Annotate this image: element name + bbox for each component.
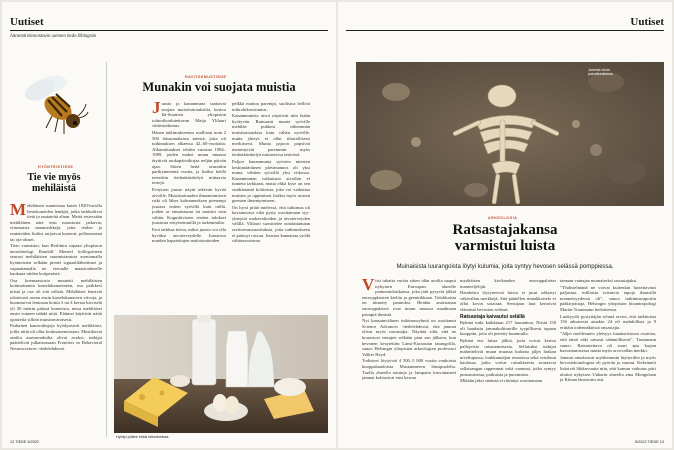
dairy-photo-caption: Hyötyi pöllee ehkä mikrobeissa. [116, 435, 170, 439]
memory-article-kicker: RAVITSEMUSTIEDE [185, 75, 227, 79]
archaeology-paragraph: Ryhmä tutki kaikkiaan 217 luurankoa. Niistä 150 oli haudattu jamnakulttuurille tyypillisesti tapaan kuoppiin, joita oli peitetty kummulla. [460, 320, 556, 337]
archaeology-paragraph: Ryhmä etsi luista jälkiä, joita voivat kertoa pallojeista ratsastamisesta. Sellaisiksi tutkijat määrittelivät muun muassa kuluma jäljet lonkan niveltupassa, lonkkamaljan reunoissa sekä reisiluun kaulassa, jotka voivat ratsukkeesta seuraavat sellaisangan rappeumat sekä vammat, jotka syntyy putoamisesta, potkuista ja purennista. [460, 337, 556, 377]
archaeology-paragraph: ”Yhdistelmänä ne voivat kuitenkin luotettavasti paljastaa, millaisia toistuvia tapoja ihmisillä menneisyydessä oli”, sanoo tutkimusraportin pääkirjoittaja, Helsingin yliopiston bioantropologi Martin Trautmann tiedotteessa. [560, 284, 656, 312]
bee-paragraph: Tieto varmistui, kun Berliinin vapaan yliopiston neurobiologi Randolf Menzel kollegoineen seurasi mehiläisten suunnistamista asentamalla hyönteisten selkään pienet signaalilähettimet ja vapauttamalla ne vieraalle maastoalueelle kaukana niiden kotipesästä. [10, 243, 102, 277]
bee-article-kicker: HYÖNTEISTIEDE [38, 165, 74, 169]
memory-paragraph: Kananmunista aivot näyttivät niin ikään hyötyvän. Runsaasti munia syöville mehiläe puhkesi vähemmän muistisairauksia kuin vähän syöville, mutta yhteys ei ollut tilastollisesti merkitsevä. Munia pajoon popsivat menestyivät paremmin myös tiedonkäsittelyä mittaavissa testeissä. [232, 113, 310, 158]
archaeology-deck: Muinaisista luurangoista löytyi kulumia, joita syntyy hevosen selässä pomppiessa. [396, 264, 614, 270]
archaeology-paragraph: Todisteet löytyivät 4 500–5 000 vuotta vanhoista kuoppahaudoista Mustanmeren länsipuolelta. Tuolla alueella nautoja ja lampaita kasvattaneet jamnat kohtasivat ensi kerran [362, 358, 456, 381]
archaeology-col2 [460, 278, 556, 438]
section-title: Uutiset [630, 16, 664, 28]
headline-line-2: varmistui luista [454, 237, 556, 254]
archaeology-subhead: Ratsastaja kaivautui selällä [460, 313, 525, 320]
memory-paragraph: Paljon kananmunia syövien miesten keskimääräinen päivänannos oli yksi muna, vähiten syövillä yksi viikossa. Kananmunan vaikutusta aivoihin ei tunneta tarkkaan, mutta ehkä kyse on sen sisältämästä koliinista, joka voi vaikuttaa muistin ja oppimisen lisäksi myös uusien geenien ilmentymiseen. [232, 158, 310, 204]
bee-paragraph: ehiläinen suunnistaa kuten 1920-luvulla lentokoneiden lentäjät, jotka tarkkailivat tietä ja rautateitä alaan. Mettä etsiessään mehiläinen näet ensi maastosta jatkuvia, virumaisia maamerkkejä, joita teiden ja rautateiden lisäksi tarjoavat kanavat, pellonreunat tai oja-aluset. [10, 203, 102, 242]
archaeology-kicker: ARKEOLOGIA [488, 216, 518, 220]
headline-line-1: Ratsastajakansa [452, 222, 558, 238]
archaeology-headline [358, 223, 652, 255]
memory-article-dropcap: J [152, 101, 161, 117]
archaeology-paragraph: Mikään jäksi sinänsä ei riittänyt osoittamaan [460, 378, 543, 384]
archaeology-paragraph: Jamnat omaksuvat myöhemmin läyttyrdön ja myös hevostekonologiaa eli pyörän ja vaunut. Keksinnöt lisäsivät liikkuvuutta niin, että kansan vaikutus piiri ulottui nykyisen Unkarin alueelta aina Mongolaan ja Kiinan länsiosiin asti. [560, 354, 656, 383]
archaeology-paragraph: myöhäisen kivikauden eurooppalaiset maanviljelijät. [460, 278, 556, 289]
skeleton-photo [356, 62, 664, 206]
section-rule [346, 30, 664, 31]
memory-paragraph: Erityisen juusto näytti tekevän hyvää aivoille. Muistisairauden ilmaantumisen riski oli lähes kolmanneksen pienempi juustoa eniten syövillä kuin niillä, joiden se eimaistunut tai maistui vain vähän. Kognitiivisten testien tulokset juustosta erityisemmillä ja tarkemmilta. [152, 186, 226, 226]
archaeology-paragraph: Luukyydit pystyttäjän ryhmä arvioi, että tutkituista 156 aikuisesta ainakin 24 oli mahdollisia ja 9 erittäin todennäköisiä ratsastajia. [560, 313, 656, 330]
memory-paragraph: Hänen tutkimukseensa osallistui noin 2 500 itäsuomalaista miestä, joita oli tutkimuksen alkaessa 42–60-vuotiaita. Alkumittaukset tehtiin vuosina 1984–1989, joiden mahet muun muassa täyttivät ruokapäiväkirjaa neljän päivän ajan. Sitten heitä seurattiin parikymmentä vuotta, ja lisäksi heillä teetettiin tiedonkäsittelyä mittaavia testejä. [152, 129, 226, 186]
bee-paragraph: Osa koemaastosta muutetti mehiläisten kotimaisemia kastelukanavineen, osa poikkesi niistä ja osa oli sitä välistä. Mehiläiset lensivät odotetusti usean ensin kastelukanavien viivoja, ja huomasivat lentoaan kotiin 3 tai 4 kertaa hirviselä yli 30 metrin päässä kanavista, mesa mehiläiset ensin voineet nähdä niitä. Eläimet käyttivät näitä opasteita silloin muistinvaraisesti. [10, 277, 102, 322]
memory-paragraph: uusto ja kananmuna saattavat suojata muistisairauksilta, kertoo Itä-Suomen yliopiston tohtorikoulutettavan Maija Ylilauri väitöstutkimus. [152, 101, 226, 129]
page-folio: 12 TIEDE 5/2022 [10, 440, 40, 444]
memory-paragraph: Erot tarkkaa tietoa, miksi juusto voi olla hyväksi aivoterveydelle. Juustossa muiden hapatettujen maitotuotteiden [152, 227, 226, 244]
memory-article-headline: Munakin voi suojata muistia [142, 80, 296, 94]
section-subtitle: Äänestä kiinnostavin uutinen tiede.fi/blogsiin [10, 33, 97, 38]
bee-illustration [22, 72, 90, 137]
dairy-photo [114, 315, 328, 433]
left-page [2, 2, 336, 448]
bee-article-dropcap: M [10, 203, 27, 219]
memory-paragraph: pelkkä mattoa parempi, suolistoa hellivä mikrobikoostumus. [232, 101, 310, 112]
memory-article-col1 [152, 101, 226, 309]
bee-article-body [10, 203, 102, 431]
archaeology-paragraph: tamaan vainajaa muinaiseksi ratsastajaksi. [560, 278, 638, 283]
memory-paragraph: On hyvä pitää mielessä, että tutkimus oli havainnoiva eikä pysty osoittamaan syy-yhteyttä ruokavalioiden ja aivoterveyden välillä. Ylilauri suosittelee noudattamaan ravitsemussuosituksia, joita tutkimukseen ei päässyt rasvaa. Juustoa kannattaa syödä vähärasvaisena. [232, 204, 310, 244]
skeleton-photo-caption: Jammat olivat painettunalassa. [588, 68, 614, 76]
archaeology-paragraph: iisi tuhatta vuotta sitten idän aroilta saapui nykyisen Euroopan alueelle paimentolaiskansa, joka jätti pysyviä jälkiä euroopplaisten kieliin ja geenitikkaan. Tulokkaista on tiimotty jamnoksi. Heidän anoistanan eurooppalaiset ovat muun muassa maalmaan psimpiä ihmisiä. [362, 278, 456, 317]
column-divider [106, 62, 107, 437]
archaeology-dropcap: V [362, 278, 375, 294]
archaeology-col1 [362, 278, 456, 438]
archaeology-paragraph: ”Jäljet meillesmen yleisyys luuaineistossa osoittaa, että tämä väki ratsasti säännöllisesti”, Trautmann sanoo. Ratsastettava oli suuri apu karjan kasvattamisessa mutta myös arvovallan merkki. [560, 331, 656, 354]
section-title: Uutiset [10, 16, 44, 28]
archaeology-paragraph: Nyt kansainvälinen tutkimusryhmä on osoittanut Science Advances -tiedelehdessä, että jamnat olivat myös ratsastajia. Näyttää siltä, että ne houosivat ratsujen selkään pian sen jälkeen, kun hevonen kesytettiin Länsi-Euraasian tasangoilla, sanoo Helsingin yliopiston arkeologian professori Volker Heyd. [362, 318, 456, 357]
bee-article-headline: Tie vie myös mehiläistä [27, 172, 81, 194]
archaeology-col3 [560, 278, 656, 438]
bee-paragraph: Parhaiten kanavalinjoja hyödynsivät mehiläiset, joilla niitä oli ollut kotimaisemissaan. Mustikuvat omilta asuinseuduilta olivat avoksi, tutkijat päättelivät julkaisussaan Frontiers in Behavioral Neurosciences -tiedelehdessä. [10, 323, 102, 351]
right-page [338, 2, 672, 448]
archaeology-paragraph: Haudoista löytyneessä luissa ei juuri näkynyt väkivallan merkkejä. Sitä päätellen rinnakkaiselo ei ollut kovin sotaisaa. Sensijaan luut kertoivat elämästä hevosten selässä. [460, 290, 556, 312]
memory-article-col2 [232, 101, 310, 309]
page-folio: 5/2022 TIEDE 13 [634, 440, 664, 444]
section-rule [10, 30, 328, 31]
